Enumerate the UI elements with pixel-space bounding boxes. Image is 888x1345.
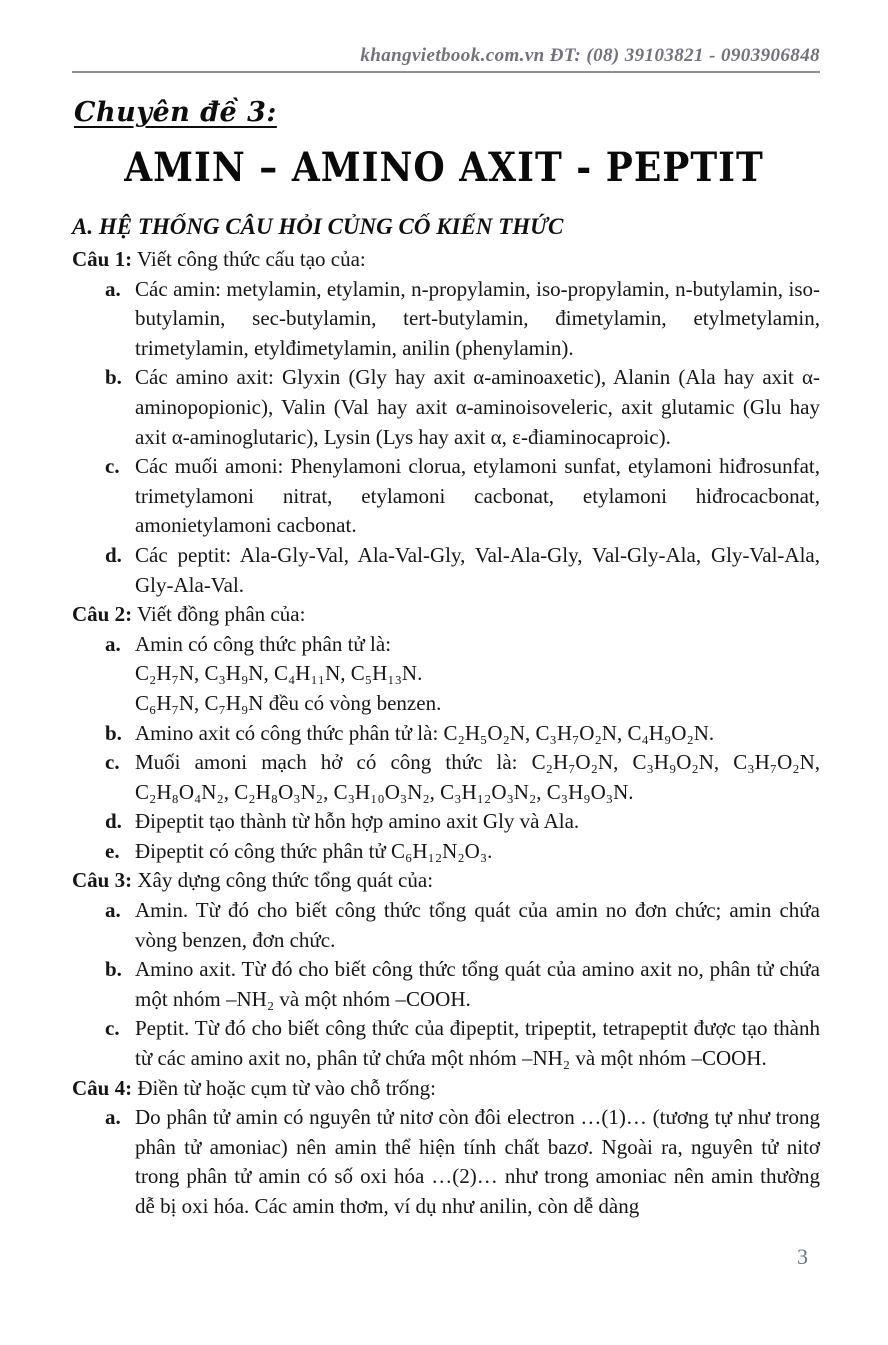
item-text: Đipeptit có công thức phân tử C₆H₁₂N₂O₃. — [135, 838, 493, 863]
item-text: Do phân tử amin có nguyên tử nitơ còn đôi electron …(1)… (tương tự như trong phân tử amoniac) nên amin thể hiện tính chất bazơ. Ngoài ra, nguyên tử nitơ trong phân tử amin có số oxi hóa …(2)… như trong amoniac nên amin thường dễ bị oxi hóa. Các amin thơm, ví dụ như anilin, còn dễ dàng — [135, 1105, 820, 1218]
question-text: Điền từ hoặc cụm từ vào chỗ trống: — [137, 1075, 436, 1100]
item-marker: a. — [105, 276, 121, 301]
question-cau-4 — [72, 1074, 820, 1104]
question-label: Câu 1: — [72, 247, 133, 271]
item-marker: a. — [105, 1105, 121, 1130]
formula-line: C₆H₇N, C₇H₉N đều có vòng benzen. — [135, 690, 442, 715]
item-3c — [72, 1014, 820, 1073]
item-2d — [72, 807, 820, 837]
question-cau-2 — [72, 600, 820, 630]
formula-line: C₂H₇N, C₃H₉N, C₄H₁₁N, C₅H₁₃N. — [135, 661, 423, 686]
page-number: 3 — [797, 1244, 808, 1269]
item-text: Amin. Từ đó cho biết công thức tổng quát của amin no đơn chức; amin chứa vòng benzen, đơn chức. — [135, 898, 820, 952]
question-text: Viết đồng phân của: — [136, 602, 306, 627]
item-text: Các peptit: Ala-Gly-Val, Ala-Val-Gly, Val-Ala-Gly, Val-Gly-Ala, Gly-Val-Ala, Gly-Ala-Val. — [135, 542, 820, 597]
item-marker: c. — [105, 454, 120, 479]
item-marker: a. — [105, 631, 121, 656]
page-header — [72, 0, 820, 73]
question-label: Câu 4: — [72, 1075, 133, 1100]
item-marker: e. — [105, 838, 120, 863]
item-text: Các muối amoni: Phenylamoni clorua, etylamoni sunfat, etylamoni hiđrosunfat, trimetylamoni nitrat, etylamoni cacbonat, etylamoni hiđrocacbonat, amonietylamoni cacbonat. — [135, 454, 820, 538]
item-4a — [72, 1103, 820, 1221]
item-1a — [72, 275, 820, 364]
question-cau-3 — [72, 866, 820, 896]
item-3b — [72, 955, 820, 1014]
item-3a — [72, 896, 820, 955]
item-marker: b. — [105, 957, 122, 982]
item-marker: d. — [105, 542, 122, 567]
item-text: Muối amoni mạch hở có công thức là: C₂H₇O₂N, C₃H₉O₂N, C₃H₇O₂N, C₂H₈O₄N₂, C₂H₈O₃N₂, C₃H₁₀O₃N₂, C₃H₁₂O₃N₂, C₃H₉O₃N. — [135, 750, 820, 804]
item-marker: a. — [105, 898, 121, 923]
item-marker: b. — [105, 365, 122, 390]
item-2c — [72, 748, 820, 807]
page-title: AMIN – AMINO AXIT - PEPTIT — [124, 144, 764, 192]
item-2e — [72, 837, 820, 867]
section-a-heading: A. HỆ THỐNG CÂU HỎI CỦNG CỐ KIẾN THỨC — [72, 214, 564, 239]
item-text: Các amino axit: Glyxin (Gly hay axit α-aminoaxetic), Alanin (Ala hay axit α-aminopopionic), Valin (Val hay axit α-aminoisoveleric, axit glutamic (Glu hay axit α-aminoglutaric), Lysin (Lys hay axit α, ε-điaminocaproic). — [135, 365, 820, 449]
question-text: Viết công thức cấu tạo của: — [136, 247, 366, 271]
item-1b — [72, 363, 820, 452]
item-text: Peptit. Từ đó cho biết công thức của đipeptit, tripeptit, tetrapeptit được tạo thành từ các amino axit no, phân tử chứa một nhóm –NH₂ và một nhóm –COOH. — [135, 1016, 820, 1071]
item-marker: c. — [105, 1016, 120, 1041]
question-label: Câu 3: — [72, 868, 133, 893]
item-text: Amino axit. Từ đó cho biết công thức tổng quát của amino axit no, phân tử chứa một nhóm –NH₂ và một nhóm –COOH. — [135, 957, 820, 1011]
chapter-label: Chuyên đề 3: — [74, 97, 277, 128]
item-text: Amin có công thức phân tử là: — [135, 631, 392, 656]
item-2a — [72, 630, 820, 660]
item-1c — [72, 452, 820, 541]
item-2b — [72, 719, 820, 749]
item-text: Các amin: metylamin, etylamin, n-propylamin, iso-propylamin, n-butylamin, iso-butylamin, sec-butylamin, tert-butylamin, đimetylamin, etylmetylamin, trimetylamin, etylđimetylamin, anilin (phenylamin). — [135, 276, 820, 360]
item-marker: b. — [105, 720, 122, 745]
item-text: Đipeptit tạo thành từ hỗn hợp amino axit Gly và Ala. — [135, 809, 580, 834]
question-cau-1 — [72, 245, 820, 275]
item-1d — [72, 541, 820, 600]
publisher-contact-line: khangvietbook.com.vn ĐT: (08) 39103821 - 0903906848 — [360, 45, 820, 66]
item-marker: c. — [105, 750, 120, 775]
item-text: Amino axit có công thức phân tử là: C₂H₅O₂N, C₃H₇O₂N, C₄H₉O₂N. — [135, 720, 715, 745]
item-marker: d. — [105, 809, 122, 834]
question-label: Câu 2: — [72, 602, 133, 627]
question-text: Xây dựng công thức tổng quát của: — [137, 868, 434, 893]
document-body — [72, 245, 820, 1222]
